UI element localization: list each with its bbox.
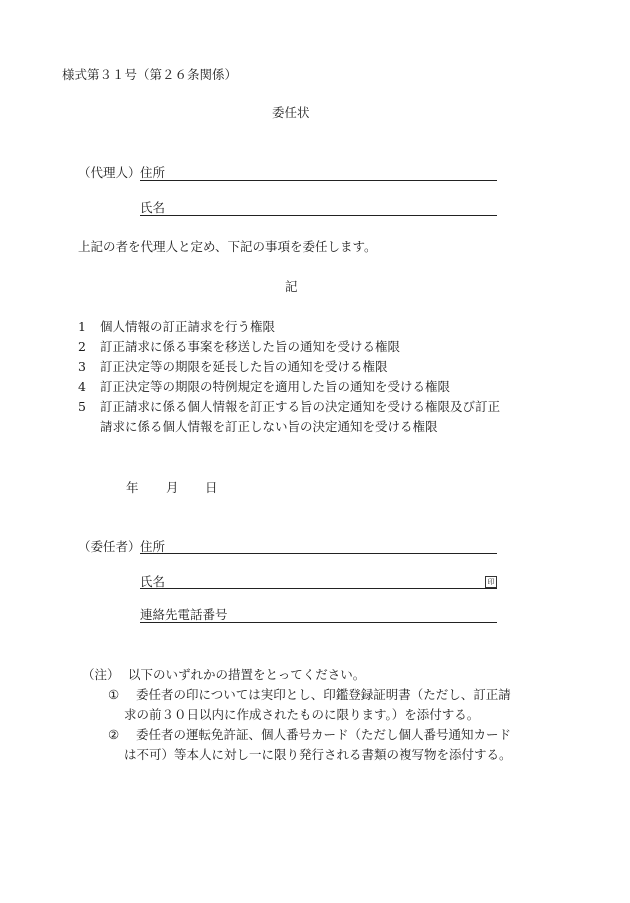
list-item-number: 1 [78, 319, 86, 334]
principal-label: （委任者） [78, 539, 141, 554]
note-2-line-2: は不可）等本人に対し一に限り発行される書類の複写物を添付する。 [124, 747, 512, 762]
list-item: 訂正決定等の期限の特例規定を適用した旨の通知を受ける権限 [100, 379, 451, 394]
principal-address-label: 住所 [140, 539, 166, 554]
note-2-line-1: 委任者の運転免許証、個人番号カード（ただし個人番号通知カード [136, 727, 512, 742]
note-1-number: ① [108, 687, 120, 702]
list-item: 個人情報の訂正請求を行う権限 [100, 319, 276, 334]
principal-address-line [140, 553, 497, 554]
agent-label: （代理人） [78, 165, 141, 180]
delegation-statement: 上記の者を代理人と定め、下記の事項を委任します。 [78, 239, 377, 254]
list-item-continuation: 請求に係る個人情報を訂正しない旨の決定通知を受ける権限 [100, 419, 438, 434]
ki-marker: 記 [285, 279, 298, 294]
agent-name-label: 氏名 [140, 200, 166, 215]
note-1-line-2: 求の前３０日以内に作成されたものに限ります。）を添付する。 [124, 707, 480, 722]
agent-name-line [140, 215, 497, 216]
note-1-line-1: 委任者の印については実印とし、印鑑登録証明書（ただし、訂正請 [136, 687, 511, 702]
document-title: 委任状 [272, 105, 310, 120]
notes-label: （注） [82, 667, 120, 682]
agent-address-label: 住所 [140, 165, 166, 180]
notes-intro: 以下のいずれかの措置をとってください。 [128, 667, 366, 682]
list-item: 訂正決定等の期限を延長した旨の通知を受ける権限 [100, 359, 388, 374]
agent-address-line [140, 180, 497, 181]
list-item: 訂正請求に係る事案を移送した旨の通知を受ける権限 [100, 339, 401, 354]
list-item-number: 3 [78, 359, 86, 374]
note-2-number: ② [108, 727, 120, 742]
principal-phone-line [140, 622, 497, 623]
date-day-label: 日 [205, 480, 218, 495]
date-month-label: 月 [166, 480, 179, 495]
date-year-label: 年 [126, 480, 139, 495]
principal-name-label: 氏名 [140, 574, 166, 589]
list-item-number: 4 [78, 379, 86, 394]
principal-name-line [140, 588, 497, 589]
form-number: 様式第３１号（第２６条関係） [62, 67, 238, 82]
seal-mark: 印 [485, 576, 497, 588]
principal-phone-label: 連絡先電話番号 [140, 607, 228, 622]
list-item-number: 2 [78, 339, 86, 354]
list-item-number: 5 [78, 399, 86, 414]
list-item: 訂正請求に係る個人情報を訂正する旨の決定通知を受ける権限及び訂正 [100, 399, 501, 414]
